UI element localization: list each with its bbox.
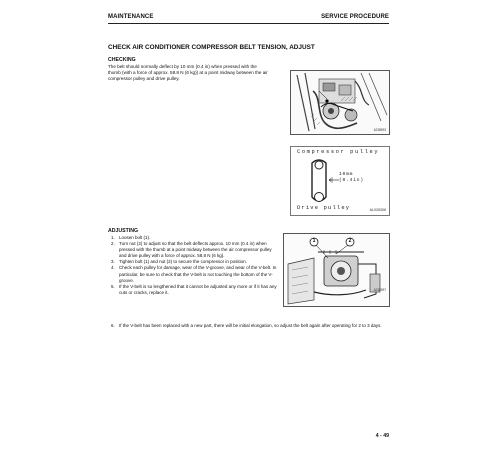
engine-compartment-figure — [290, 70, 390, 135]
checking-heading: CHECKING — [108, 57, 136, 63]
figure2-id: AL028308 — [369, 208, 386, 212]
section-header: MAINTENANCE — [108, 14, 154, 20]
step-number: 2. — [111, 241, 115, 247]
step-text: If the V-belt is so lengthened that it cannot be adjusted any more or if it has any cuts or cracks, replace it. — [119, 283, 277, 295]
step-number: 3. — [111, 259, 115, 265]
page-title: CHECK AIR CONDITIONER COMPRESSOR BELT TENSION, ADJUST — [108, 44, 315, 51]
step-text: Turn nut (2) to adjust so that the belt deflects approx. 10 mm (0.4 in) when pressed with the thumb at a point midway between the air compressor pulley and drive pulley with a force of approx. 58.8 N (6 kg). — [119, 241, 272, 259]
callout-1: 1 — [312, 238, 316, 245]
deflection-mm: 10mm — [339, 172, 354, 177]
drive-pulley-label: Drive pulley — [297, 205, 351, 211]
belt-deflection-diagram — [290, 146, 390, 216]
step-text: Tighten bolt (1) and nut (2) to secure the compressor in position. — [119, 259, 247, 265]
step-text: If the V-belt has been replaced with a new part, there will be initial elongation, so adjust the belt again after operating for 2 to 3 days. — [119, 323, 382, 328]
adjusting-steps-list — [111, 235, 277, 296]
list-item — [111, 323, 389, 329]
step-number: 1. — [111, 235, 115, 240]
step-text: Check each pulley for damage, wear of the V-groove, and wear of the V-belt. In particular, be sure to check that the V-belt is not touching the bottom of the V-groove. — [119, 265, 277, 283]
page-number: 4 - 49 — [375, 433, 389, 439]
bracket-illustration — [284, 234, 389, 306]
figure3-id: 6J38997 — [373, 288, 386, 292]
figure1-id: 6J38993 — [373, 128, 386, 132]
step-number: 5. — [111, 283, 115, 289]
compressor-bracket-figure — [283, 233, 390, 307]
list-item — [111, 265, 277, 283]
deflection-in: (0.4in) — [339, 177, 364, 183]
step-text: Loosen bolt (1). — [119, 235, 151, 240]
checking-body: The belt should normally deflect by 10 mm (0.4 in) when pressed with the thumb (with a force of approx. 58.8 N (6 kg)) at a point midway between the air compressor pulley and drive pulley. — [108, 64, 268, 81]
subsection-header: SERVICE PROCEDURE — [321, 14, 389, 20]
compressor-pulley-label: Compressor pulley — [297, 149, 380, 155]
list-item — [111, 241, 277, 259]
callout-2: 2 — [348, 238, 352, 245]
adjusting-steps-list-wide — [111, 323, 389, 329]
deflection-measure — [339, 172, 364, 183]
step-number: 4. — [111, 265, 115, 271]
step-number: 6. — [111, 323, 115, 328]
engine-illustration — [291, 71, 389, 134]
list-item — [111, 284, 277, 296]
header-rule — [108, 23, 389, 24]
adjusting-heading: ADJUSTING — [108, 228, 138, 234]
